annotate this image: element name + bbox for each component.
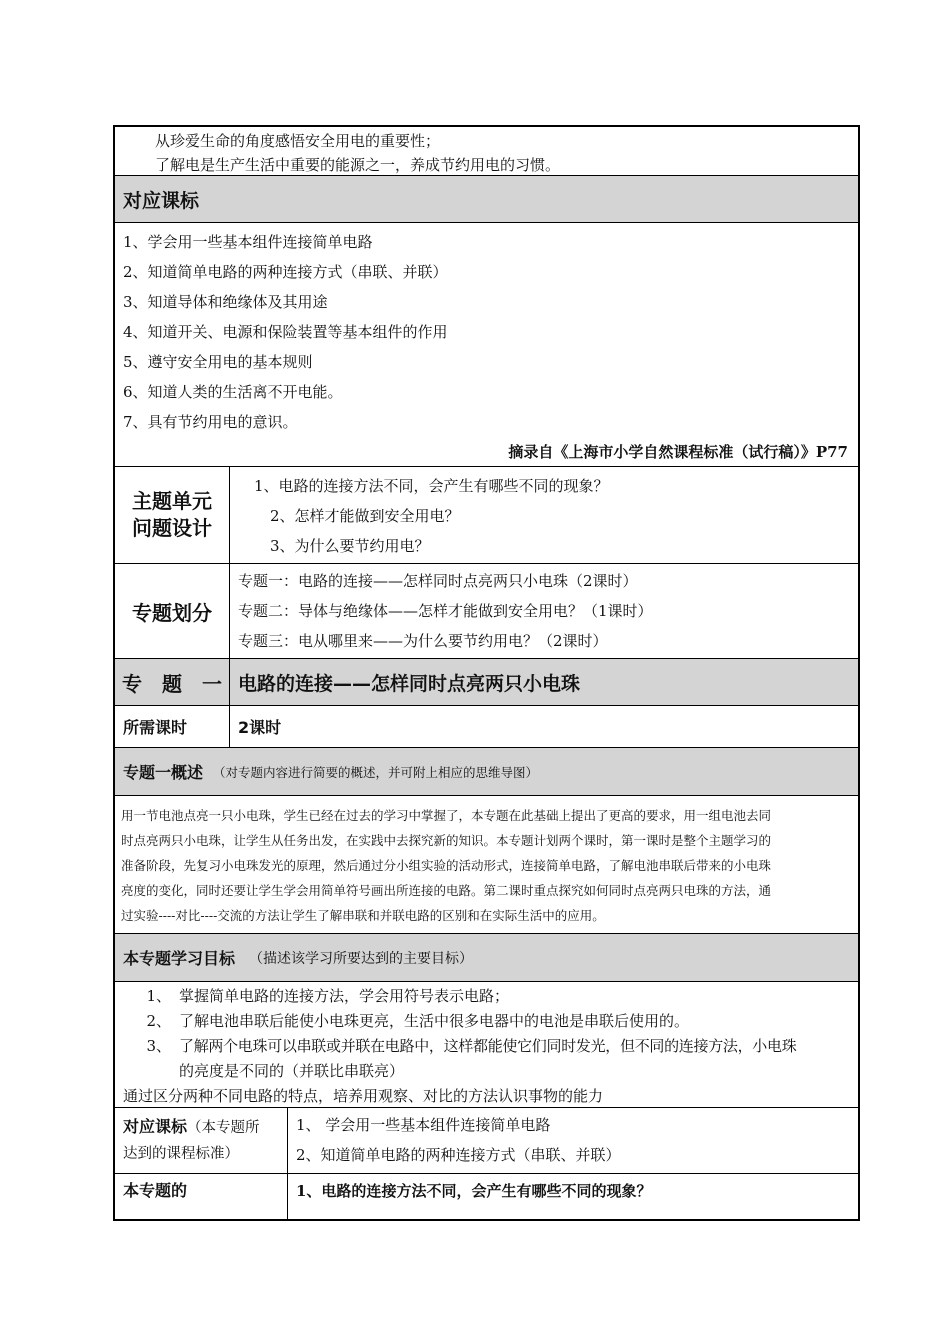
overview-line: 时点亮两只小电珠，让学生从任务出发，在实践中去探究新的知识。本专题计划两个课时，第一课时是整个主题学习的 <box>121 833 772 848</box>
overview-paragraph <box>115 796 858 934</box>
question-label-text: 本专题的 <box>123 1181 188 1200</box>
goals-heading-text: 本专题学习目标 <box>123 949 236 968</box>
overview-heading-text: 专题一概述 <box>123 763 204 782</box>
question-text: 1、电路的连接方法不同，会产生有哪些不同的现象？ <box>296 1182 652 1200</box>
goal-number: 3、 <box>146 1037 171 1055</box>
topics-list <box>230 564 858 658</box>
goals-heading <box>115 934 858 982</box>
hours-label <box>115 706 230 747</box>
theme-question: 1、电路的连接方法不同，会产生有哪些不同的现象？ <box>254 477 609 495</box>
intro-goals <box>115 125 858 176</box>
intro-goal-line: 了解电是生产生活中重要的能源之一，养成节约用电的习惯。 <box>155 156 561 174</box>
standard-item: 7、具有节约用电的意识。 <box>123 413 298 431</box>
goal-number: 1、 <box>146 987 171 1005</box>
topic1-standards-row <box>115 1108 858 1174</box>
hours-value <box>230 706 858 747</box>
overview-heading <box>115 748 858 796</box>
topic1-title-row <box>115 659 858 706</box>
topic1-standards-label <box>115 1108 288 1173</box>
standard-item: 4、知道开关、电源和保险装置等基本组件的作用 <box>123 323 448 341</box>
topic1-standards-list <box>288 1108 858 1173</box>
overview-line: 亮度的变化，同时还要让学生学会用简单符号画出所连接的电路。第二课时重点探究如何同时点亮两只电珠的方法，通 <box>121 883 772 898</box>
topics-label-text: 专题划分 <box>132 600 212 625</box>
standard-item: 3、知道导体和绝缘体及其用途 <box>123 293 328 311</box>
goals-list <box>115 982 858 1108</box>
topic-item: 专题一：电路的连接——怎样同时点亮两只小电珠（2课时） <box>238 572 638 590</box>
topics-label <box>115 564 230 658</box>
topic1-standard-item: 1、 学会用一些基本组件连接简单电路 <box>296 1116 551 1134</box>
theme-questions-list <box>230 467 858 563</box>
overview-hint: （对专题内容进行简要的概述，并可附上相应的思维导图） <box>213 764 539 780</box>
topic1-question <box>288 1174 858 1219</box>
topics-row <box>115 564 858 659</box>
standard-item: 6、知道人类的生活离不开电能。 <box>123 383 343 401</box>
standards-source: 摘录自《上海市小学自然课程标准（试行稿）》P77 <box>508 443 848 461</box>
topic1-title <box>230 659 858 705</box>
goal-number: 2、 <box>146 1012 171 1030</box>
topic1-hours-row <box>115 706 858 748</box>
std-label-rest: （本专题所 <box>187 1120 260 1136</box>
topic1-question-label <box>115 1174 288 1219</box>
goal-item <box>123 1009 850 1034</box>
goals-hint: （描述该学习所要达到的主要目标） <box>249 950 474 967</box>
topic-item: 专题二：导体与绝缘体——怎样才能做到安全用电？（1课时） <box>238 602 653 620</box>
standards-heading <box>115 176 858 223</box>
goal-text: 了解两个电珠可以串联或并联在电路中，这样都能使它们同时发光，但不同的连接方法，小电珠 <box>179 1037 797 1055</box>
theme-questions-label <box>115 467 230 563</box>
overview-line: 过实验----对比----交流的方法让学生了解串联和并联电路的区别和在实际生活中的应用。 <box>121 908 605 923</box>
theme-questions-row <box>115 467 858 564</box>
topic1-question-row <box>115 1174 858 1221</box>
standard-item: 2、知道简单电路的两种连接方式（串联、并联） <box>123 263 448 281</box>
topic1-standard-item: 2、知道简单电路的两种连接方式（串联、并联） <box>296 1146 621 1164</box>
std-label-line2: 达到的课程标准） <box>123 1146 239 1162</box>
goal-text: 掌握简单电路的连接方法，学会用符号表示电路； <box>179 987 510 1005</box>
std-label-bold: 对应课标 <box>123 1117 188 1136</box>
intro-goal-line: 从珍爱生命的角度感悟安全用电的重要性； <box>155 132 441 150</box>
goals-extra: 通过区分两种不同电路的特点，培养用观察、对比的方法认识事物的能力 <box>123 1087 604 1105</box>
goal-item <box>123 1034 850 1059</box>
topic1-label <box>115 659 230 705</box>
standards-list <box>115 223 858 467</box>
topic-item: 专题三：电从哪里来——为什么要节约用电？（2课时） <box>238 632 608 650</box>
theme-question: 3、为什么要节约用电？ <box>270 537 430 555</box>
topic1-label-text: 专 题 一 <box>122 671 222 696</box>
standard-item: 5、遵守安全用电的基本规则 <box>123 353 313 371</box>
overview-line: 用一节电池点亮一只小电珠，学生已经在过去的学习中掌握了，本专题在此基础上提出了更高的要求，用一组电池去同 <box>121 808 772 823</box>
standard-item: 1、学会用一些基本组件连接简单电路 <box>123 233 373 251</box>
topic1-title-text: 电路的连接——怎样同时点亮两只小电珠 <box>238 672 581 695</box>
goal-text: 了解电池串联后能使小电珠更亮，生活中很多电器中的电池是串联后使用的。 <box>179 1012 690 1030</box>
hours-value-text: 2课时 <box>238 718 282 737</box>
standards-heading-text: 对应课标 <box>123 189 200 212</box>
theme-question: 2、怎样才能做到安全用电？ <box>270 507 460 525</box>
theme-label-line: 问题设计 <box>132 516 212 540</box>
hours-label-text: 所需课时 <box>123 718 188 737</box>
course-design-table <box>113 125 860 1221</box>
goal-text-continued: 的亮度是不同的（并联比串联亮） <box>179 1062 405 1080</box>
theme-label-line: 主题单元 <box>132 489 212 513</box>
goal-item <box>123 984 850 1009</box>
overview-line: 准备阶段，先复习小电珠发光的原理，然后通过分小组实验的活动形式，连接简单电路，了解电池串联后带来的小电珠 <box>121 858 772 873</box>
